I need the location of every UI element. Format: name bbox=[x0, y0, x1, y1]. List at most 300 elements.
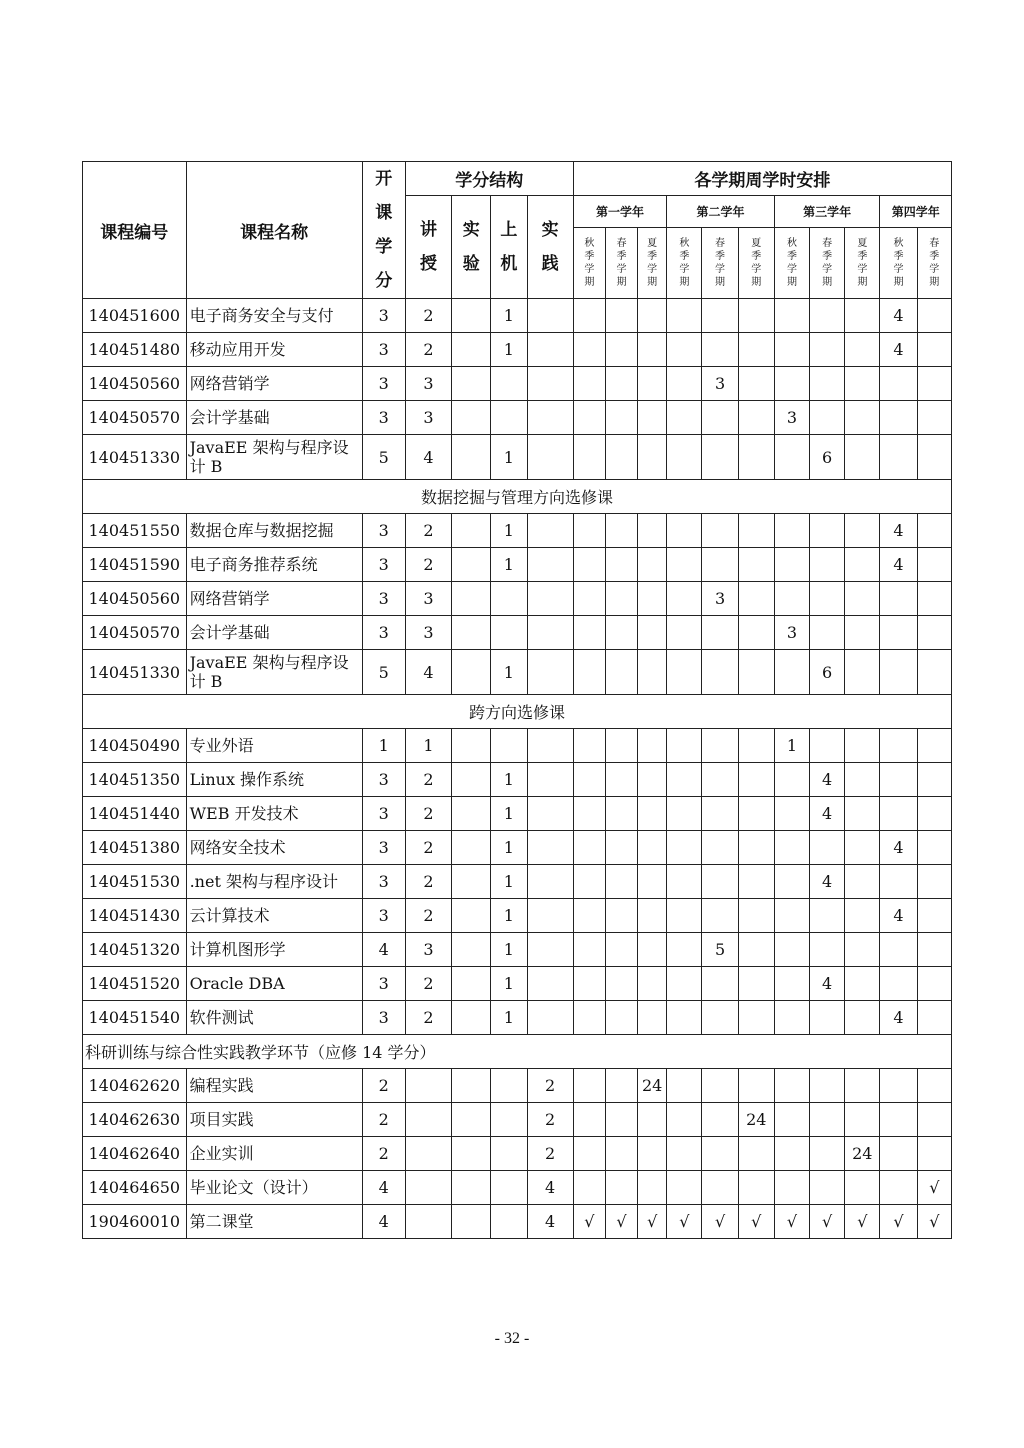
semester-hours bbox=[917, 1001, 951, 1035]
lecture-credits: 2 bbox=[405, 797, 451, 831]
semester-hours bbox=[605, 1103, 637, 1137]
semester-char: 期 bbox=[616, 277, 627, 288]
semester-hours bbox=[774, 548, 809, 582]
table-row bbox=[83, 899, 952, 933]
semester-hours bbox=[880, 797, 917, 831]
header-semester-4 bbox=[667, 228, 702, 299]
semester-char: 夏 bbox=[647, 238, 658, 249]
lab-credits bbox=[452, 1205, 491, 1239]
semester-hours bbox=[667, 367, 702, 401]
table-row bbox=[83, 650, 952, 695]
lecture-credits: 2 bbox=[405, 548, 451, 582]
semester-char: 学 bbox=[893, 264, 904, 275]
lecture-credits bbox=[405, 1171, 451, 1205]
semester-hours: 4 bbox=[880, 831, 917, 865]
semester-hours bbox=[605, 401, 637, 435]
semester-char: 夏 bbox=[857, 238, 868, 249]
semester-hours bbox=[845, 435, 880, 480]
semester-hours bbox=[638, 797, 667, 831]
semester-hours bbox=[573, 933, 605, 967]
practice-credits bbox=[527, 401, 573, 435]
semester-hours: 4 bbox=[880, 548, 917, 582]
semester-hours bbox=[738, 729, 774, 763]
semester-hours bbox=[738, 401, 774, 435]
semester-hours bbox=[738, 933, 774, 967]
section-title: 数据挖掘与管理方向选修课 bbox=[83, 480, 952, 514]
lab-credits bbox=[452, 933, 491, 967]
practice-credits bbox=[527, 865, 573, 899]
semester-char: 秋 bbox=[679, 238, 690, 249]
semester-hours bbox=[638, 899, 667, 933]
semester-hours bbox=[573, 1069, 605, 1103]
lab-credits bbox=[452, 1001, 491, 1035]
semester-hours bbox=[880, 865, 917, 899]
semester-hours bbox=[738, 548, 774, 582]
table-row bbox=[83, 401, 952, 435]
semester-hours bbox=[880, 1171, 917, 1205]
semester-hours bbox=[702, 616, 738, 650]
semester-char: 学 bbox=[647, 264, 658, 275]
semester-hours bbox=[605, 1137, 637, 1171]
semester-hours bbox=[573, 865, 605, 899]
practice-credits bbox=[527, 548, 573, 582]
course-name: JavaEE 架构与程序设计 B bbox=[186, 650, 362, 695]
semester-hours: 5 bbox=[702, 933, 738, 967]
semester-hours bbox=[845, 616, 880, 650]
semester-hours bbox=[880, 1137, 917, 1171]
semester-hours: √ bbox=[880, 1205, 917, 1239]
lab-credits bbox=[452, 367, 491, 401]
semester-hours bbox=[738, 616, 774, 650]
semester-char: 季 bbox=[822, 251, 833, 262]
header-credits: 开 课 学 分 bbox=[362, 162, 405, 299]
course-code: 140450560 bbox=[83, 582, 187, 616]
lecture-credits bbox=[405, 1205, 451, 1239]
semester-hours bbox=[810, 1103, 845, 1137]
semester-hours bbox=[774, 797, 809, 831]
lecture-credits: 3 bbox=[405, 933, 451, 967]
semester-hours: 3 bbox=[774, 616, 809, 650]
practice-credits bbox=[527, 333, 573, 367]
semester-hours bbox=[605, 729, 637, 763]
practice-credits bbox=[527, 729, 573, 763]
course-name: 企业实训 bbox=[186, 1137, 362, 1171]
semester-hours bbox=[638, 401, 667, 435]
semester-char: 期 bbox=[584, 277, 595, 288]
course-code: 140450570 bbox=[83, 401, 187, 435]
semester-hours bbox=[845, 797, 880, 831]
semester-hours bbox=[774, 435, 809, 480]
semester-hours bbox=[605, 1069, 637, 1103]
course-name: 编程实践 bbox=[186, 1069, 362, 1103]
semester-char: 期 bbox=[715, 277, 726, 288]
semester-hours bbox=[605, 865, 637, 899]
lab-credits bbox=[452, 650, 491, 695]
semester-hours: √ bbox=[845, 1205, 880, 1239]
course-code: 140450560 bbox=[83, 367, 187, 401]
course-code: 140451590 bbox=[83, 548, 187, 582]
semester-hours: 3 bbox=[702, 582, 738, 616]
semester-hours bbox=[605, 435, 637, 480]
semester-hours bbox=[845, 548, 880, 582]
semester-char: 期 bbox=[647, 277, 658, 288]
lecture-credits: 1 bbox=[405, 729, 451, 763]
semester-char: 学 bbox=[822, 264, 833, 275]
semester-hours: 4 bbox=[880, 333, 917, 367]
semester-hours bbox=[917, 548, 951, 582]
practice-credits bbox=[527, 933, 573, 967]
table-row bbox=[83, 729, 952, 763]
header-semester-5 bbox=[702, 228, 738, 299]
semester-hours bbox=[638, 333, 667, 367]
semester-hours bbox=[738, 1001, 774, 1035]
header-course-code: 课程编号 bbox=[83, 162, 187, 299]
semester-hours bbox=[667, 548, 702, 582]
semester-hours bbox=[573, 1171, 605, 1205]
semester-hours bbox=[667, 1001, 702, 1035]
semester-hours bbox=[702, 967, 738, 1001]
lab-credits bbox=[452, 831, 491, 865]
course-credits: 3 bbox=[362, 367, 405, 401]
semester-hours bbox=[638, 831, 667, 865]
course-code: 140451520 bbox=[83, 967, 187, 1001]
course-name: 电子商务安全与支付 bbox=[186, 299, 362, 333]
semester-char: 季 bbox=[715, 251, 726, 262]
course-credits: 3 bbox=[362, 514, 405, 548]
course-credits: 1 bbox=[362, 729, 405, 763]
table-row bbox=[83, 514, 952, 548]
semester-hours bbox=[774, 899, 809, 933]
course-credits: 3 bbox=[362, 899, 405, 933]
semester-hours bbox=[917, 1069, 951, 1103]
course-name: 网络营销学 bbox=[186, 582, 362, 616]
semester-hours: 4 bbox=[810, 967, 845, 1001]
semester-hours bbox=[880, 1069, 917, 1103]
lab-credits bbox=[452, 299, 491, 333]
header-semester-3 bbox=[638, 228, 667, 299]
semester-char: 季 bbox=[751, 251, 762, 262]
course-code: 140464650 bbox=[83, 1171, 187, 1205]
table-row bbox=[83, 797, 952, 831]
semester-hours bbox=[667, 299, 702, 333]
course-name: 数据仓库与数据挖掘 bbox=[186, 514, 362, 548]
semester-char: 期 bbox=[822, 277, 833, 288]
semester-hours bbox=[810, 401, 845, 435]
course-code: 140451320 bbox=[83, 933, 187, 967]
semester-hours bbox=[702, 333, 738, 367]
semester-hours bbox=[917, 729, 951, 763]
course-name: 云计算技术 bbox=[186, 899, 362, 933]
semester-hours bbox=[917, 435, 951, 480]
semester-hours: 3 bbox=[702, 367, 738, 401]
semester-hours bbox=[917, 333, 951, 367]
lecture-credits: 3 bbox=[405, 616, 451, 650]
lecture-credits: 3 bbox=[405, 582, 451, 616]
semester-hours bbox=[667, 1137, 702, 1171]
semester-hours bbox=[845, 763, 880, 797]
semester-hours bbox=[638, 582, 667, 616]
semester-hours bbox=[738, 514, 774, 548]
semester-hours bbox=[573, 514, 605, 548]
course-code: 140451550 bbox=[83, 514, 187, 548]
header-semester-8 bbox=[810, 228, 845, 299]
semester-hours bbox=[810, 333, 845, 367]
course-credits: 2 bbox=[362, 1069, 405, 1103]
semester-hours bbox=[845, 514, 880, 548]
semester-hours bbox=[573, 797, 605, 831]
computer-credits bbox=[491, 582, 527, 616]
semester-hours bbox=[638, 1137, 667, 1171]
semester-hours bbox=[702, 650, 738, 695]
header-practice: 实 践 bbox=[527, 196, 573, 299]
semester-hours bbox=[810, 1137, 845, 1171]
semester-hours bbox=[605, 899, 637, 933]
semester-hours bbox=[738, 1069, 774, 1103]
semester-hours bbox=[810, 548, 845, 582]
section-row bbox=[83, 695, 952, 729]
lecture-credits bbox=[405, 1069, 451, 1103]
semester-hours bbox=[605, 582, 637, 616]
semester-hours bbox=[702, 514, 738, 548]
semester-hours bbox=[917, 797, 951, 831]
course-code: 140450570 bbox=[83, 616, 187, 650]
semester-hours bbox=[880, 435, 917, 480]
header-lecture: 讲 授 bbox=[405, 196, 451, 299]
practice-credits: 4 bbox=[527, 1205, 573, 1239]
semester-char: 夏 bbox=[751, 238, 762, 249]
semester-hours bbox=[774, 1069, 809, 1103]
lab-credits bbox=[452, 582, 491, 616]
lab-credits bbox=[452, 548, 491, 582]
course-code: 140450490 bbox=[83, 729, 187, 763]
lecture-credits bbox=[405, 1137, 451, 1171]
section-row bbox=[83, 480, 952, 514]
semester-hours bbox=[738, 299, 774, 333]
lab-credits bbox=[452, 1171, 491, 1205]
header-course-name: 课程名称 bbox=[186, 162, 362, 299]
semester-hours bbox=[667, 333, 702, 367]
page-number: - 32 - bbox=[494, 1330, 530, 1347]
course-name: WEB 开发技术 bbox=[186, 797, 362, 831]
table-row bbox=[83, 299, 952, 333]
semester-hours: √ bbox=[667, 1205, 702, 1239]
course-name: 移动应用开发 bbox=[186, 333, 362, 367]
computer-credits: 1 bbox=[491, 299, 527, 333]
computer-credits: 1 bbox=[491, 514, 527, 548]
semester-hours bbox=[738, 865, 774, 899]
semester-char: 季 bbox=[857, 251, 868, 262]
practice-credits bbox=[527, 514, 573, 548]
semester-hours bbox=[917, 831, 951, 865]
semester-hours: 4 bbox=[810, 763, 845, 797]
semester-hours: √ bbox=[917, 1205, 951, 1239]
semester-hours: 1 bbox=[774, 729, 809, 763]
semester-hours bbox=[880, 933, 917, 967]
semester-hours bbox=[573, 401, 605, 435]
semester-char: 期 bbox=[751, 277, 762, 288]
semester-char: 春 bbox=[616, 238, 627, 249]
semester-char: 春 bbox=[929, 238, 940, 249]
header-semester-6 bbox=[738, 228, 774, 299]
course-code: 140451600 bbox=[83, 299, 187, 333]
semester-char: 学 bbox=[679, 264, 690, 275]
semester-hours bbox=[738, 333, 774, 367]
semester-hours bbox=[667, 865, 702, 899]
semester-hours bbox=[774, 582, 809, 616]
course-name: 计算机图形学 bbox=[186, 933, 362, 967]
lab-credits bbox=[452, 967, 491, 1001]
semester-char: 期 bbox=[679, 277, 690, 288]
course-credits: 5 bbox=[362, 435, 405, 480]
lecture-credits bbox=[405, 1103, 451, 1137]
table-row bbox=[83, 333, 952, 367]
semester-hours bbox=[573, 299, 605, 333]
header-computer: 上 机 bbox=[491, 196, 527, 299]
section-title: 跨方向选修课 bbox=[83, 695, 952, 729]
semester-hours bbox=[845, 865, 880, 899]
semester-hours bbox=[605, 650, 637, 695]
course-code: 140451530 bbox=[83, 865, 187, 899]
semester-hours bbox=[738, 899, 774, 933]
semester-hours: 4 bbox=[880, 1001, 917, 1035]
computer-credits: 1 bbox=[491, 831, 527, 865]
course-name: 软件测试 bbox=[186, 1001, 362, 1035]
computer-credits: 1 bbox=[491, 763, 527, 797]
header-year-4: 第四学年 bbox=[880, 196, 952, 228]
lab-credits bbox=[452, 435, 491, 480]
semester-hours bbox=[738, 367, 774, 401]
semester-hours bbox=[667, 967, 702, 1001]
semester-hours: 24 bbox=[738, 1103, 774, 1137]
semester-hours: √ bbox=[605, 1205, 637, 1239]
semester-char: 期 bbox=[893, 277, 904, 288]
lecture-credits: 2 bbox=[405, 967, 451, 1001]
computer-credits: 1 bbox=[491, 797, 527, 831]
semester-char: 季 bbox=[584, 251, 595, 262]
semester-hours bbox=[638, 367, 667, 401]
semester-char: 期 bbox=[786, 277, 797, 288]
course-name: JavaEE 架构与程序设计 B bbox=[186, 435, 362, 480]
semester-hours: √ bbox=[810, 1205, 845, 1239]
semester-hours bbox=[573, 1103, 605, 1137]
semester-hours bbox=[667, 1171, 702, 1205]
semester-hours bbox=[573, 831, 605, 865]
course-schedule-table bbox=[82, 161, 952, 1239]
lecture-credits: 2 bbox=[405, 299, 451, 333]
semester-hours bbox=[917, 367, 951, 401]
table-row bbox=[83, 616, 952, 650]
course-name: 专业外语 bbox=[186, 729, 362, 763]
course-name: 电子商务推荐系统 bbox=[186, 548, 362, 582]
course-name: Linux 操作系统 bbox=[186, 763, 362, 797]
semester-hours bbox=[917, 650, 951, 695]
computer-credits bbox=[491, 616, 527, 650]
header-year-1: 第一学年 bbox=[573, 196, 667, 228]
course-code: 140462640 bbox=[83, 1137, 187, 1171]
course-credits: 4 bbox=[362, 933, 405, 967]
lecture-credits: 2 bbox=[405, 865, 451, 899]
semester-hours bbox=[605, 514, 637, 548]
semester-hours bbox=[702, 899, 738, 933]
semester-hours bbox=[638, 616, 667, 650]
semester-hours: 24 bbox=[845, 1137, 880, 1171]
semester-hours bbox=[917, 1103, 951, 1137]
lecture-credits: 4 bbox=[405, 435, 451, 480]
semester-hours bbox=[810, 831, 845, 865]
semester-hours bbox=[667, 514, 702, 548]
semester-hours: 24 bbox=[638, 1069, 667, 1103]
semester-hours bbox=[917, 514, 951, 548]
practice-credits bbox=[527, 582, 573, 616]
lab-credits bbox=[452, 1137, 491, 1171]
header-semester-9 bbox=[845, 228, 880, 299]
course-credits: 3 bbox=[362, 865, 405, 899]
table-row bbox=[83, 548, 952, 582]
semester-hours bbox=[638, 1103, 667, 1137]
header-year-2: 第二学年 bbox=[667, 196, 775, 228]
course-code: 140462620 bbox=[83, 1069, 187, 1103]
course-name: 会计学基础 bbox=[186, 401, 362, 435]
table-row bbox=[83, 967, 952, 1001]
lecture-credits: 4 bbox=[405, 650, 451, 695]
semester-hours bbox=[880, 967, 917, 1001]
semester-hours bbox=[702, 1171, 738, 1205]
practice-credits bbox=[527, 650, 573, 695]
semester-hours bbox=[810, 367, 845, 401]
semester-char: 季 bbox=[616, 251, 627, 262]
semester-hours: √ bbox=[917, 1171, 951, 1205]
practice-credits bbox=[527, 367, 573, 401]
semester-hours bbox=[738, 831, 774, 865]
course-code: 140451350 bbox=[83, 763, 187, 797]
practice-credits: 4 bbox=[527, 1171, 573, 1205]
computer-credits: 1 bbox=[491, 650, 527, 695]
semester-char: 期 bbox=[929, 277, 940, 288]
table-row bbox=[83, 1137, 952, 1171]
semester-char: 季 bbox=[647, 251, 658, 262]
semester-hours bbox=[880, 401, 917, 435]
semester-hours bbox=[917, 933, 951, 967]
course-credits: 2 bbox=[362, 1137, 405, 1171]
semester-hours bbox=[774, 865, 809, 899]
semester-char: 学 bbox=[786, 264, 797, 275]
semester-hours bbox=[638, 865, 667, 899]
semester-hours bbox=[638, 933, 667, 967]
semester-hours bbox=[917, 582, 951, 616]
semester-hours bbox=[880, 763, 917, 797]
semester-hours bbox=[573, 650, 605, 695]
table-row bbox=[83, 582, 952, 616]
semester-hours bbox=[738, 435, 774, 480]
semester-hours bbox=[573, 333, 605, 367]
semester-hours bbox=[774, 1001, 809, 1035]
course-name: 毕业论文（设计） bbox=[186, 1171, 362, 1205]
computer-credits bbox=[491, 367, 527, 401]
semester-hours bbox=[667, 763, 702, 797]
semester-hours bbox=[845, 367, 880, 401]
practice-credits: 2 bbox=[527, 1103, 573, 1137]
semester-hours bbox=[638, 729, 667, 763]
semester-hours bbox=[605, 548, 637, 582]
table-row bbox=[83, 865, 952, 899]
course-credits: 3 bbox=[362, 548, 405, 582]
semester-hours bbox=[702, 1137, 738, 1171]
semester-hours bbox=[845, 299, 880, 333]
lecture-credits: 2 bbox=[405, 1001, 451, 1035]
computer-credits bbox=[491, 1171, 527, 1205]
semester-hours bbox=[573, 367, 605, 401]
semester-hours bbox=[810, 729, 845, 763]
